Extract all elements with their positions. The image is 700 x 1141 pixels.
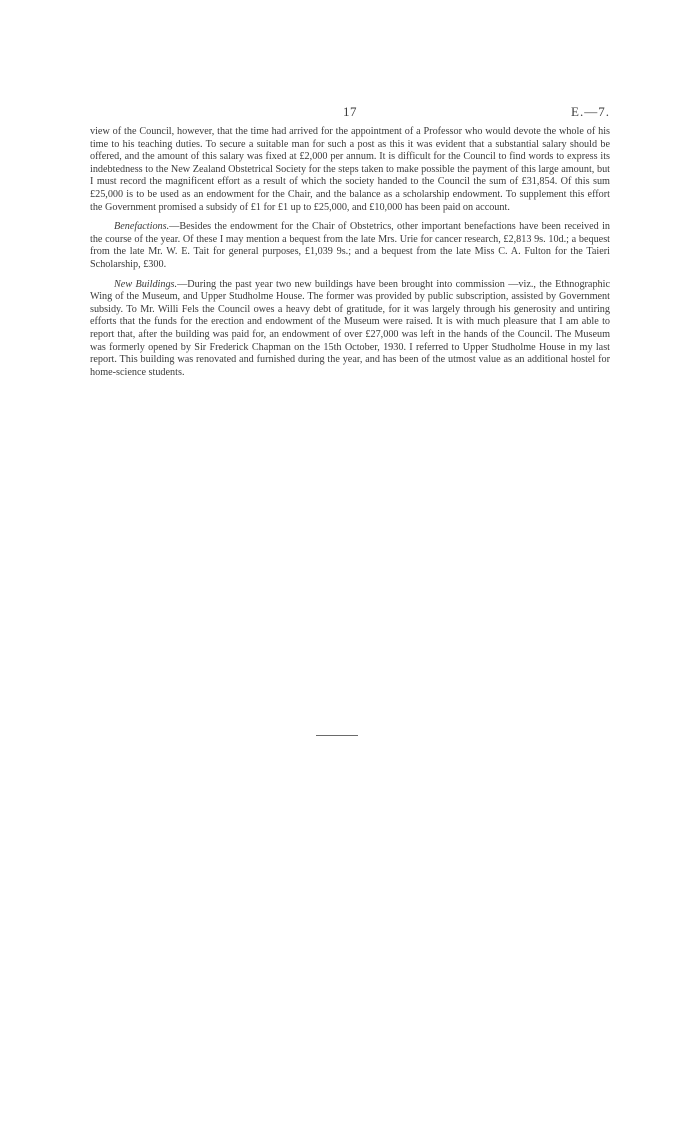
page-header xyxy=(90,104,610,124)
paragraph-benefactions xyxy=(90,221,610,271)
paragraph-obstetrics-chair xyxy=(90,126,610,214)
body-text xyxy=(90,126,610,386)
document-reference: E.—7. xyxy=(571,104,610,119)
section-heading-new-buildings: New Buildings. xyxy=(114,278,178,290)
paragraph-text: —Besides the endowment for the Chair of Obstetrics, other important benefactions have been received in the course of the year. Of these I may mention a bequest from the late Mrs. Urie for cancer research, £2,813 9s. 10d.; a bequest from the late Mr. W. E. Tait for general purposes, £1,039 9s.; and a bequest from the late Miss C. A. Fulton for the Taieri Scholarship, £300. xyxy=(90,221,610,270)
paragraph-text: —During the past year two new buildings have been brought into commission —viz., the Ethnographic Wing of the Museum, and Upper Studholme House. The former was provided by public subscription, assisted by Government subsidy. To Mr. Willi Fels the Council owes a heavy debt of gratitude, for it was largely through his generosity and untiring efforts that the funds for the erection and endowment of the Museum were raised. It is with much pleasure that I am able to report that, after the building was paid for, an endowment of over £27,000 was left in the hands of the Council. The Museum was formerly opened by Sir Frederick Chapman on the 15th October, 1930. I referred to Upper Studholme House in my last report. This building was renovated and furnished during the year, and has been of the utmost value as an additional hostel for home-science students. xyxy=(90,278,610,378)
paragraph-new-buildings xyxy=(90,279,610,380)
end-rule-divider xyxy=(316,735,358,736)
paragraph-text: view of the Council, however, that the time had arrived for the appointment of a Professor who would devote the whole of his time to his teaching duties. To secure a suitable man for such a post as this it was evident that a substantial salary should be offered, and the amount of this salary was fixed at £2,000 per annum. It is difficult for the Council to find words to express its indebtedness to the New Zealand Obstetrical Society for the steps taken to make possible the payment of this large amount, but I must record the magnificent effort as a result of which the society handed to the Council the sum of £31,854. Of this sum £25,000 is to be used as an endowment for the Chair, and the balance as a scholarship endowment. To supplement this effort the Government promised a subsidy of £1 for £1 up to £25,000, and £10,000 has been paid on account. xyxy=(90,126,610,213)
page-number: 17 xyxy=(343,104,357,119)
section-heading-benefactions: Benefactions. xyxy=(114,221,170,233)
